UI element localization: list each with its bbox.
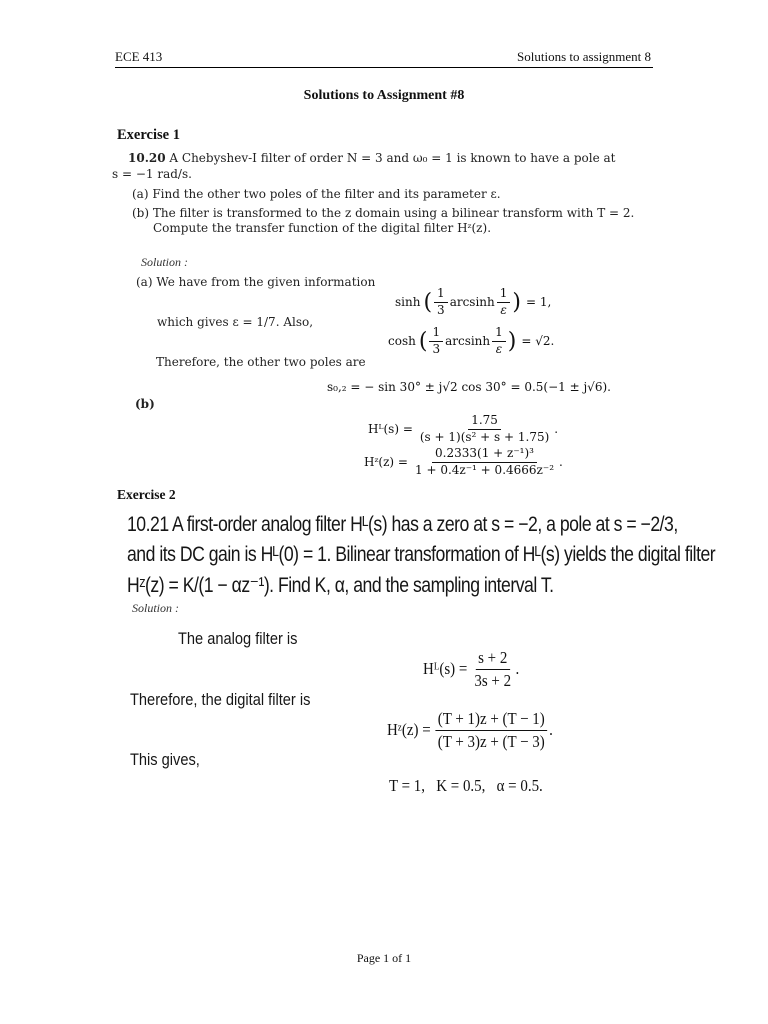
digital-filter-text: Therefore, the digital filter is: [130, 690, 311, 709]
hz-fraction: $\frac{\text{0.2333(1 + z⁻¹)³}}{\text{1 + 0.4z⁻¹ + 0.4666z⁻²}}$: [415, 446, 555, 477]
cosh-rhs: = √2.: [521, 334, 555, 349]
hl2-fraction: $\frac{s + 2}{3s + 2}$: [474, 648, 512, 690]
header-rule: [115, 67, 653, 68]
arcsinh-label-2: arcsinh: [445, 334, 491, 349]
header-doc-title: Solutions to assignment 8: [517, 49, 651, 64]
fraction-one-third-2: $\frac{1}{3}$: [429, 326, 443, 357]
problem-text: A Chebyshev-I filter of order N = 3 and ω₀ = 1 is known to have a pole at: [169, 151, 616, 165]
exercise-1-part-b-line1: (b) The filter is transformed to the z domain using a bilinear transform with T = 2.: [132, 206, 635, 220]
final-result: T = 1, K = 0.5, α = 0.5.: [389, 776, 543, 795]
exercise-2-problem-line1: 10.21 A first-order analog filter Hᴸ(s) has a zero at s = −2, a pole at s = −2/3,: [127, 513, 678, 536]
exercise-1-part-b-line2: Compute the transfer function of the digital filter Hᶻ(z).: [153, 221, 492, 235]
exercise-1-solution-label: Solution :: [141, 255, 188, 269]
exercise-2-heading: Exercise 2: [117, 487, 176, 502]
hl-fraction: $\frac{1.75}{\text{(s + 1)(s² + s + 1.75)}}$: [419, 413, 550, 444]
header-course: ECE 413: [115, 49, 163, 64]
exercise-1-problem-line2: s = −1 rad/s.: [112, 167, 192, 181]
sinh-rhs: = 1,: [526, 295, 552, 310]
solution-a-intro: (a) We have from the given information: [136, 275, 376, 289]
exercise-1-problem-line1: [128, 151, 615, 165]
cosh-label: cosh: [388, 334, 416, 349]
digital-transfer-function-1: Hᶻ(z) = $\frac{\text{0.2333(1 + z⁻¹)³}}{\text{1 + 0.4z⁻¹ + 0.4666z⁻²}}$ .: [364, 446, 563, 477]
analog-transfer-function-1: Hᴸ(s) = $\frac{1.75}{\text{(s + 1)(s² + s + 1.75)}}$ .: [368, 413, 559, 444]
poles-equation: s₀,₂ = − sin 30° ± j√2 cos 30° = 0.5(−1 ± j√6).: [327, 380, 611, 394]
exercise-2-problem-line3: Hᶻ(z) = K/(1 − αz⁻¹). Find K, α, and the sampling interval T.: [127, 574, 554, 597]
hz2-lhs: Hᶻ(z) =: [387, 720, 431, 740]
exercise-1-heading: Exercise 1: [117, 127, 180, 143]
fraction-one-over-eps: $\frac{1}{\varepsilon}$: [497, 287, 511, 318]
page-number: Page 1 of 1: [356, 951, 412, 965]
fraction-one-over-eps-2: $\frac{1}{\varepsilon}$: [492, 326, 506, 357]
exercise-2-solution-label: Solution :: [132, 601, 179, 615]
hl-lhs: Hᴸ(s) =: [368, 422, 413, 437]
analog-filter-text: The analog filter is: [178, 629, 298, 648]
cosh-equation: cosh ( $\frac{1}{3}$ arcsinh $\frac{1}{\varepsilon}$ ) = √2.: [388, 325, 555, 356]
solution-b-label: (b): [135, 397, 155, 411]
sinh-equation: sinh ( $\frac{1}{3}$ arcsinh $\frac{1}{\varepsilon}$ ) = 1,: [395, 286, 552, 317]
arcsinh-label: arcsinh: [449, 295, 495, 310]
hz2-fraction: $\frac{(T + 1)z + (T - 1)}{(T + 3)z + (T - 3)}$: [435, 709, 547, 751]
page-title: Solutions to Assignment #8: [303, 88, 465, 103]
problem-number: 10.20: [128, 151, 166, 165]
fraction-one-third: $\frac{1}{3}$: [434, 287, 448, 318]
gives-epsilon-text: which gives ε = 1/7. Also,: [157, 315, 314, 329]
digital-transfer-function-2: Hᶻ(z) = $\frac{(T + 1)z + (T - 1)}{(T + 3)z + (T - 3)}$ .: [387, 709, 553, 751]
hl2-lhs: Hᴸ(s) =: [423, 659, 468, 679]
this-gives-text: This gives,: [130, 750, 200, 769]
exercise-1-part-a: (a) Find the other two poles of the filter and its parameter ε.: [132, 187, 501, 201]
therefore-poles-text: Therefore, the other two poles are: [156, 355, 366, 369]
hz-lhs: Hᶻ(z) =: [364, 455, 408, 470]
analog-transfer-function-2: Hᴸ(s) = $\frac{s + 2}{3s + 2}$ .: [423, 648, 520, 690]
exercise-2-problem-line2: and its DC gain is Hᴸ(0) = 1. Bilinear transformation of Hᴸ(s) yields the digital filter: [127, 543, 716, 566]
sinh-label: sinh: [395, 295, 421, 310]
